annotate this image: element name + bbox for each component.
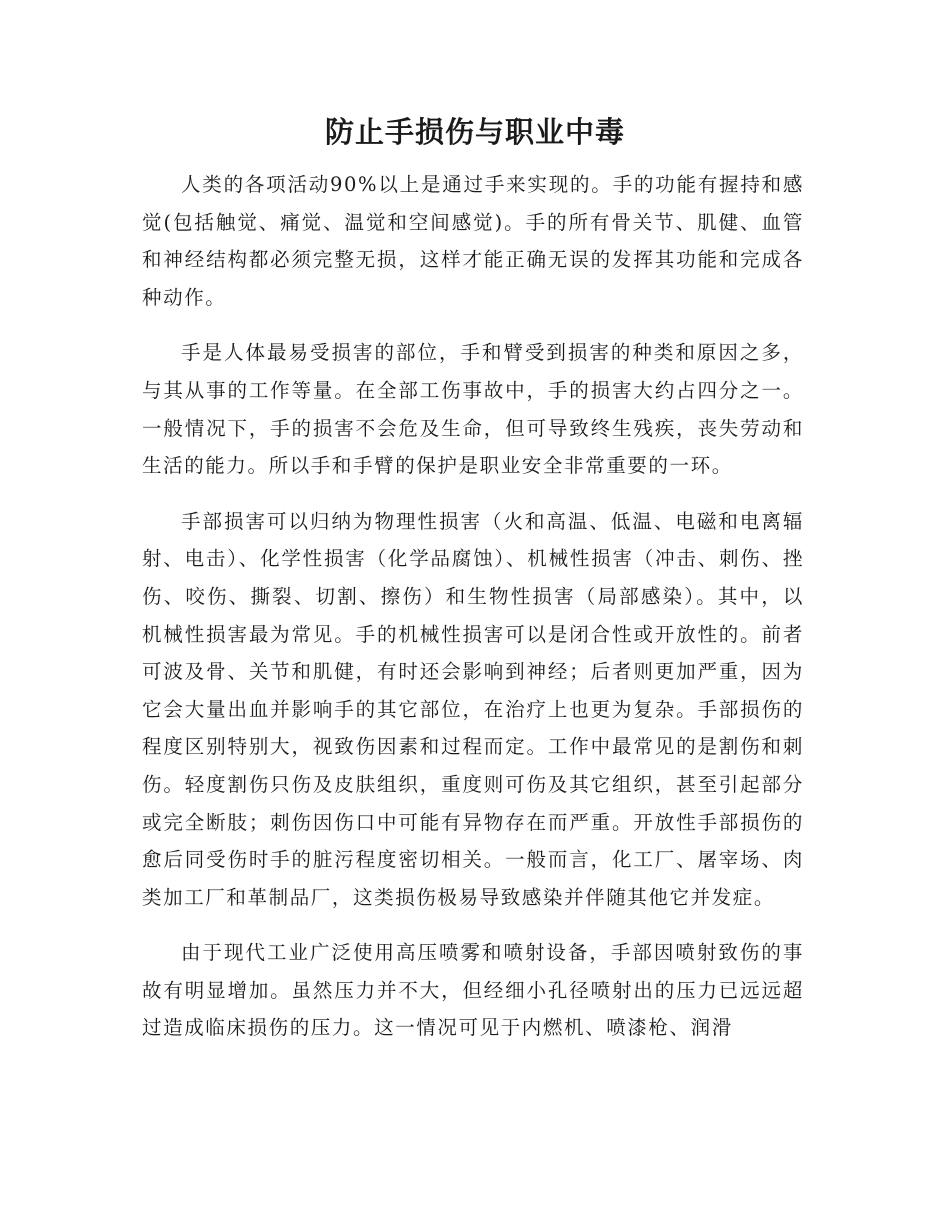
paragraph-1: 人类的各项活动90%以上是通过手来实现的。手的功能有握持和感觉(包括触觉、痛觉、温觉和空间感觉)。手的所有骨关节、肌健、血管和神经结构都必须完整无损，这样才能正确无误的发挥其功能和完成各种动作。 [142,173,804,309]
document-title: 防止手损伤与职业中毒 [324,115,625,149]
paragraph-3: 手部损害可以归纳为物理性损害（火和高温、低温、电磁和电离辐射、电击）、化学性损害（化学品腐蚀）、机械性损害（冲击、刺伤、挫伤、咬伤、撕裂、切割、擦伤）和生物性损害（局部感染）。其中，以机械性损害最为常见。手的机械性损害可以是闭合性或开放性的。前者可波及骨、关节和肌健，有时还会影响到神经；后者则更加严重，因为它会大量出血并影响手的其它部位，在治疗上也更为复杂。手部损伤的程度区别特别大，视致伤因素和过程而定。工作中最常见的是割伤和刺伤。轻度割伤只伤及皮肤组织，重度则可伤及其它组织，甚至引起部分或完全断肢；刺伤因伤口中可能有异物存在而严重。开放性手部损伤的愈后同受伤时手的脏污程度密切相关。一般而言，化工厂、屠宰场、肉类加工厂和革制品厂，这类损伤极易导致感染并伴随其他它并发症。 [142,509,804,909]
document-body [142,166,804,1065]
paragraph-2: 手是人体最易受损害的部位，手和臂受到损害的种类和原因之多，与其从事的工作等量。在全部工伤事故中，手的损害大约占四分之一。一般情况下，手的损害不会危及生命，但可导致终生残疾，丧失劳动和生活的能力。所以手和手臂的保护是职业安全非常重要的一环。 [142,341,804,478]
paragraph-4: 由于现代工业广泛使用高压喷雾和喷射设备，手部因喷射致伤的事故有明显增加。虽然压力并不大，但经细小孔径喷射出的压力已远远超过造成临床损伤的压力。这一情况可见于内燃机、喷漆枪、润滑 [142,941,804,1040]
